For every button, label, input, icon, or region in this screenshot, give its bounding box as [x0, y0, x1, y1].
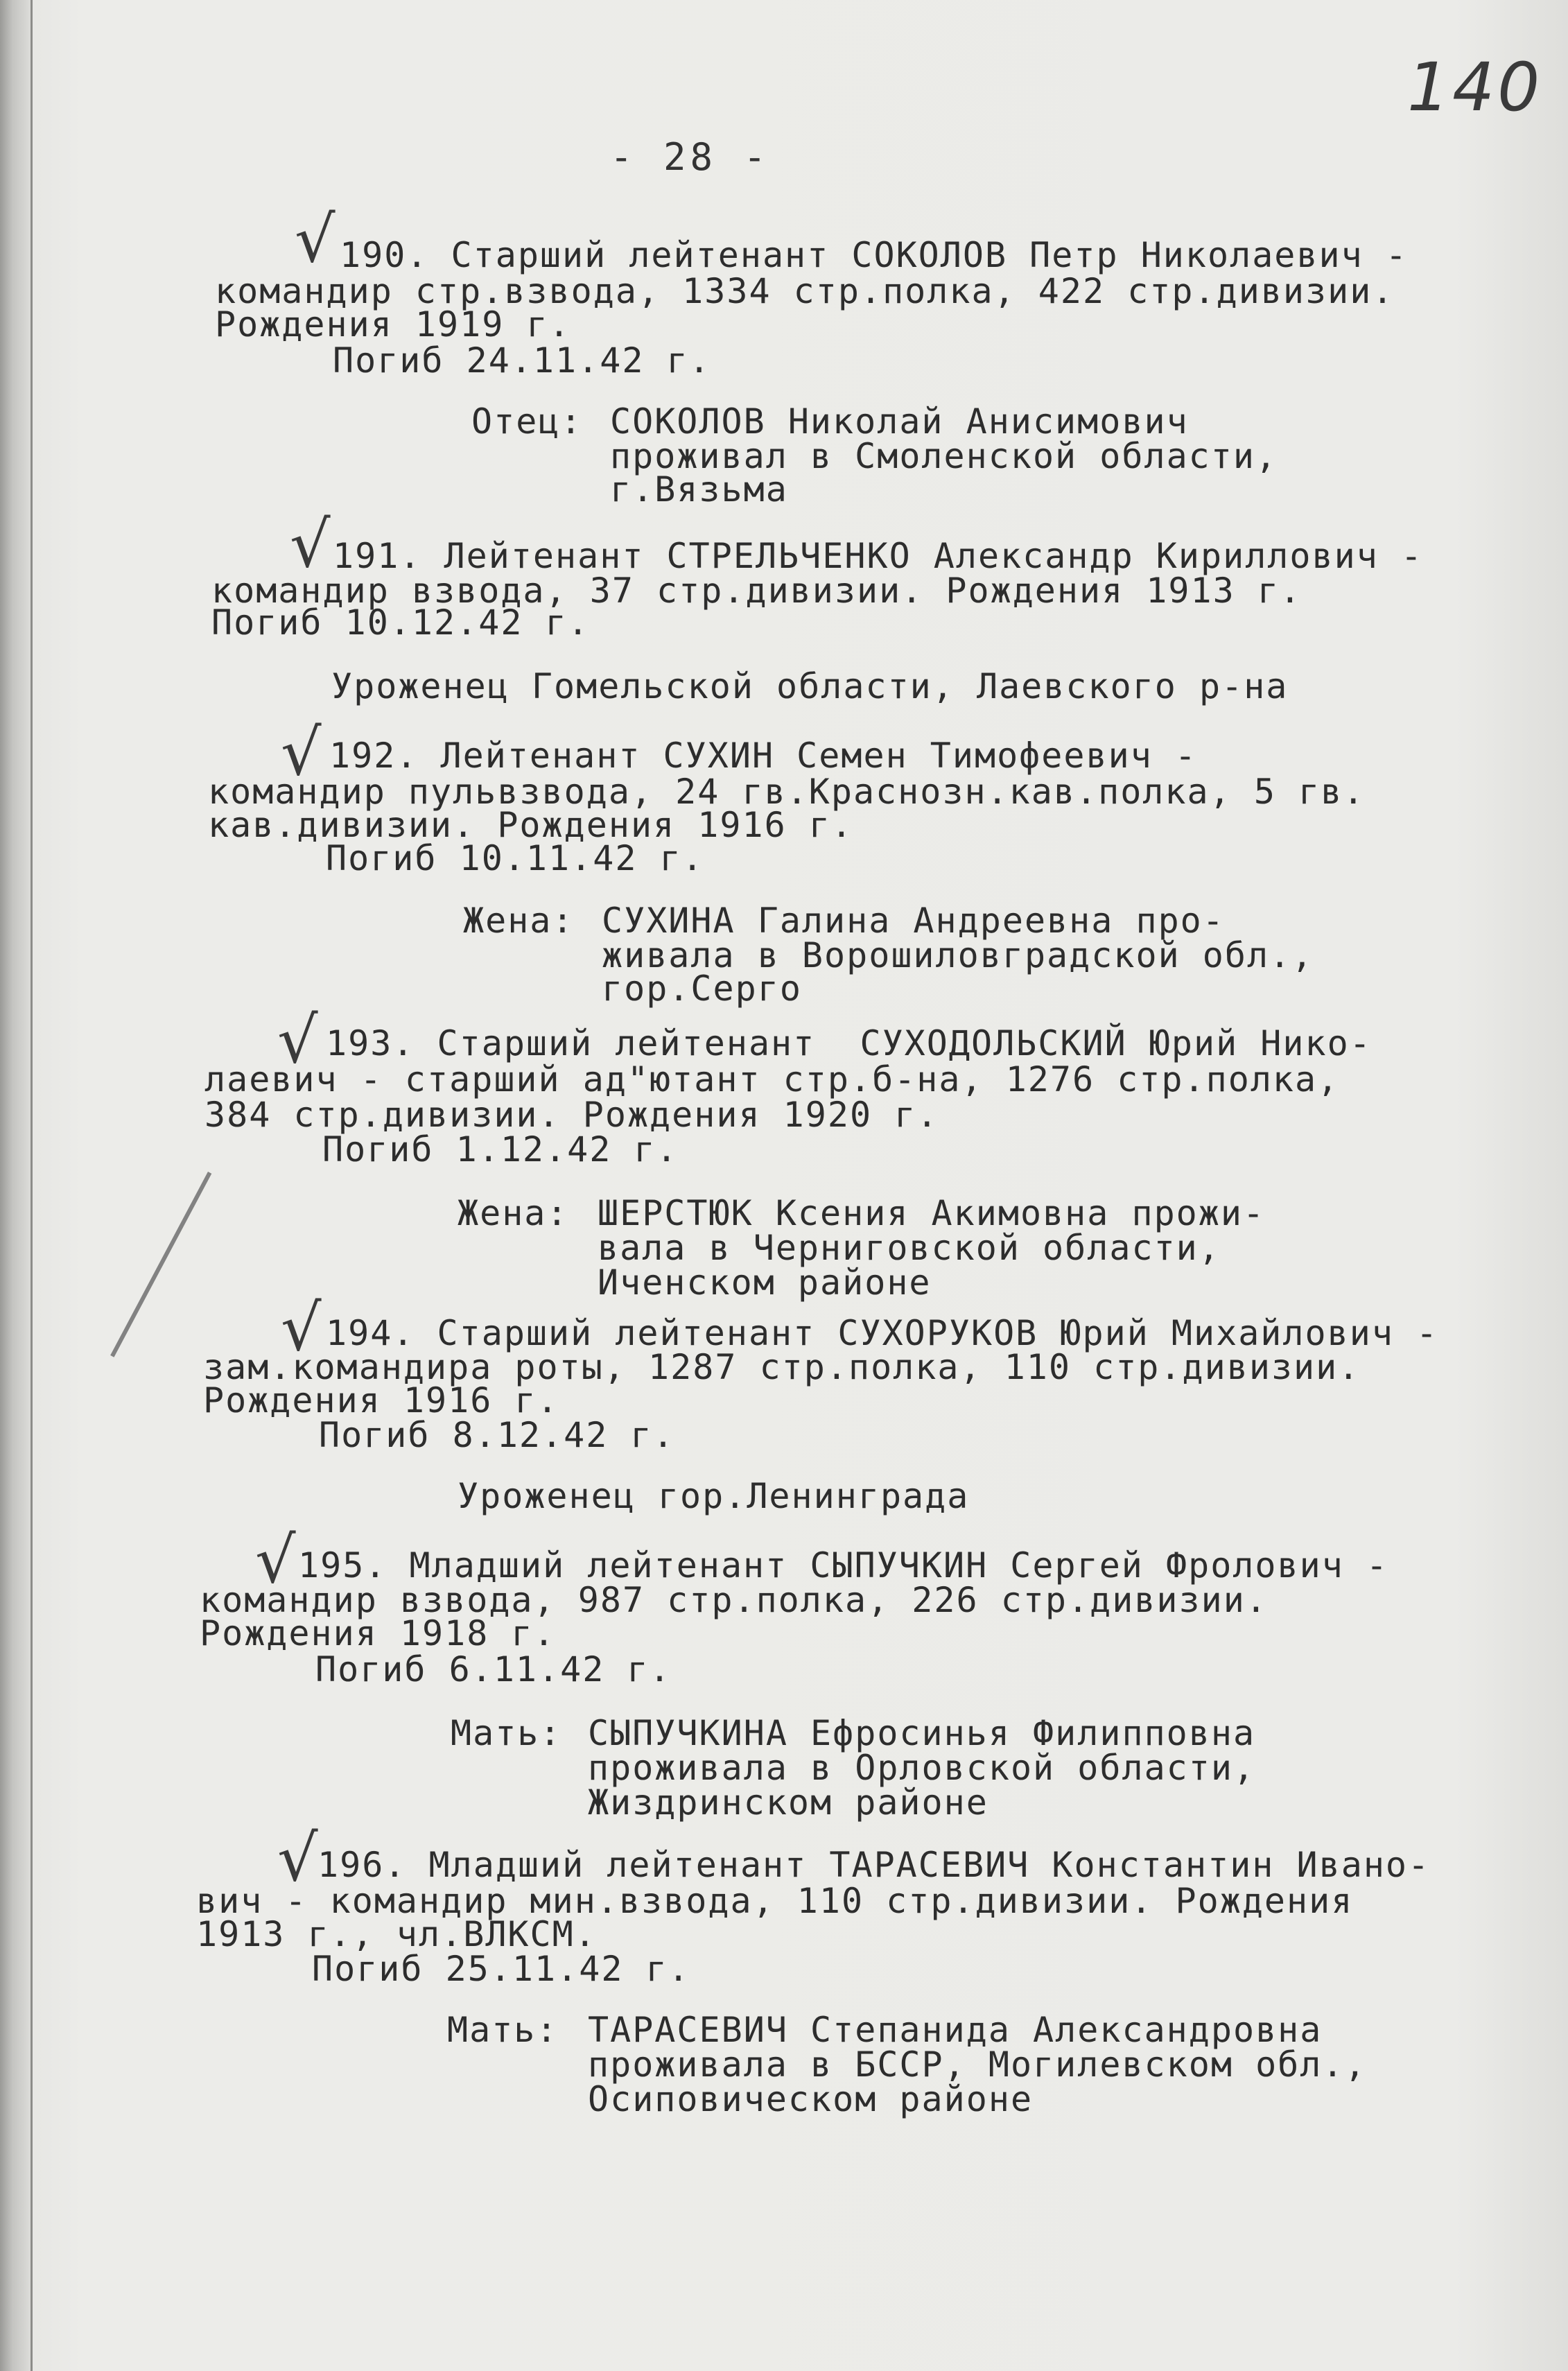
check-mark-icon: √: [281, 715, 322, 790]
entry-193-relative-line-3: Иченском районе: [598, 1262, 932, 1303]
entry-193-line-2: лаевич - старший ад"ютант стр.б-на, 1276 стр.полка,: [204, 1059, 1340, 1100]
entry-195-line-2: командир взвода, 987 стр.полка, 226 стр.дивизии.: [200, 1580, 1268, 1620]
entry-191-origin: Уроженец Гомельской области, Лаевского р-на: [331, 666, 1289, 706]
entry-192-line-1: 192. Лейтенант СУХИН Семен Тимофеевич -: [329, 736, 1197, 776]
entry-190-relative-line-1: СОКОЛОВ Николай Анисимович: [610, 401, 1189, 442]
check-mark-icon: √: [277, 1003, 318, 1077]
page-number: - 28 -: [610, 135, 771, 179]
entry-196-line-4: Погиб 25.11.42 г.: [312, 1949, 690, 1989]
entry-190-line-4: Погиб 24.11.42 г.: [333, 340, 711, 381]
entry-191-line-3: Погиб 10.12.42 г.: [211, 602, 590, 643]
entry-195-relative-label: Мать:: [451, 1713, 562, 1753]
entry-190-relative-line-3: г.Вязьма: [610, 469, 788, 510]
entry-192-relative-line-1: СУХИНА Галина Андреевна про-: [602, 901, 1225, 941]
check-mark-icon: √: [290, 507, 331, 582]
entry-192-line-3: кав.дивизии. Рождения 1916 г.: [208, 805, 853, 845]
entry-192-relative-label: Жена:: [463, 901, 575, 941]
entry-196-line-2: вич - командир мин.взвода, 110 стр.дивизии. Рождения: [196, 1881, 1354, 1921]
entry-194-line-3: Рождения 1916 г.: [203, 1380, 559, 1421]
entry-193-line-3: 384 стр.дивизии. Рождения 1920 г.: [204, 1095, 939, 1135]
entry-195-relative-line-2: проживала в Орловской области,: [588, 1748, 1256, 1788]
entry-190-relative-line-2: проживал в Смоленской области,: [610, 436, 1278, 476]
entry-195-relative-line-3: Жиздринском районе: [588, 1782, 988, 1823]
entry-195-line-1: 195. Младший лейтенант СЫПУЧКИН Сергей Фролович -: [298, 1545, 1389, 1586]
entry-196-line-3: 1913 г., чл.ВЛКСМ.: [196, 1914, 597, 1954]
entry-192-line-4: Погиб 10.11.42 г.: [326, 838, 704, 878]
entry-196-relative-line-1: ТАРАСЕВИЧ Степанида Александровна: [588, 2010, 1323, 2050]
entry-193-relative-label: Жена:: [458, 1193, 569, 1233]
entry-191-line-2: командир взвода, 37 стр.дивизии. Рождения 1913 г.: [211, 571, 1303, 611]
margin-pen-stroke: [110, 1172, 211, 1357]
entry-193-line-1: 193. Старший лейтенант СУХОДОЛЬСКИЙ Юрий Нико-: [326, 1023, 1372, 1063]
entry-196-line-1: 196. Младший лейтенант ТАРАСЕВИЧ Константин Ивано-: [317, 1845, 1431, 1885]
entry-192-relative-line-2: живала в Ворошиловградской обл.,: [602, 935, 1314, 975]
entry-194-line-2: зам.командира роты, 1287 стр.полка, 110 стр.дивизии.: [203, 1347, 1361, 1387]
check-mark-icon: √: [255, 1523, 296, 1597]
check-mark-icon: √: [295, 202, 336, 277]
entry-196-relative-line-2: проживала в БССР, Могилевском обл.,: [588, 2044, 1367, 2085]
archive-number: 140: [1407, 49, 1543, 126]
entry-191-line-1: 191. Лейтенант СТРЕЛЬЧЕНКО Александр Кириллович -: [333, 536, 1424, 576]
entry-195-line-3: Рождения 1918 г.: [200, 1613, 556, 1653]
entry-192-line-2: командир пульвзвода, 24 гв.Краснозн.кав.полка, 5 гв.: [208, 772, 1366, 812]
entry-192-relative-line-3: гор.Серго: [602, 969, 802, 1009]
entry-196-relative-line-3: Осиповическом районе: [588, 2079, 1034, 2119]
entry-190-line-1: 190. Старший лейтенант СОКОЛОВ Петр Николаевич -: [340, 235, 1408, 275]
check-mark-icon: √: [277, 1821, 318, 1895]
entry-195-relative-line-1: СЫПУЧКИНА Ефросинья Филипповна: [588, 1713, 1256, 1753]
entry-190-line-3: Рождения 1919 г.: [215, 304, 571, 345]
binding-edge: [31, 0, 33, 2371]
entry-193-line-4: Погиб 1.12.42 г.: [322, 1129, 679, 1170]
entry-194-origin: Уроженец гор.Ленинграда: [458, 1476, 970, 1516]
entry-193-relative-line-2: вала в Черниговской области,: [598, 1228, 1221, 1268]
entry-193-relative-line-1: ШЕРСТЮК Ксения Акимовна прожи-: [598, 1193, 1266, 1233]
entry-194-line-1: 194. Старший лейтенант СУХОРУКОВ Юрий Михайлович -: [326, 1313, 1439, 1353]
entry-194-line-4: Погиб 8.12.42 г.: [319, 1415, 675, 1455]
page-binding: [0, 0, 31, 2371]
entry-190-relative-label: Отец:: [471, 401, 583, 442]
entry-190-line-2: командир стр.взвода, 1334 стр.полка, 422 стр.дивизии.: [215, 271, 1395, 311]
check-mark-icon: √: [281, 1291, 322, 1365]
entry-195-line-4: Погиб 6.11.42 г.: [315, 1649, 672, 1690]
entry-196-relative-label: Мать:: [447, 2010, 559, 2050]
